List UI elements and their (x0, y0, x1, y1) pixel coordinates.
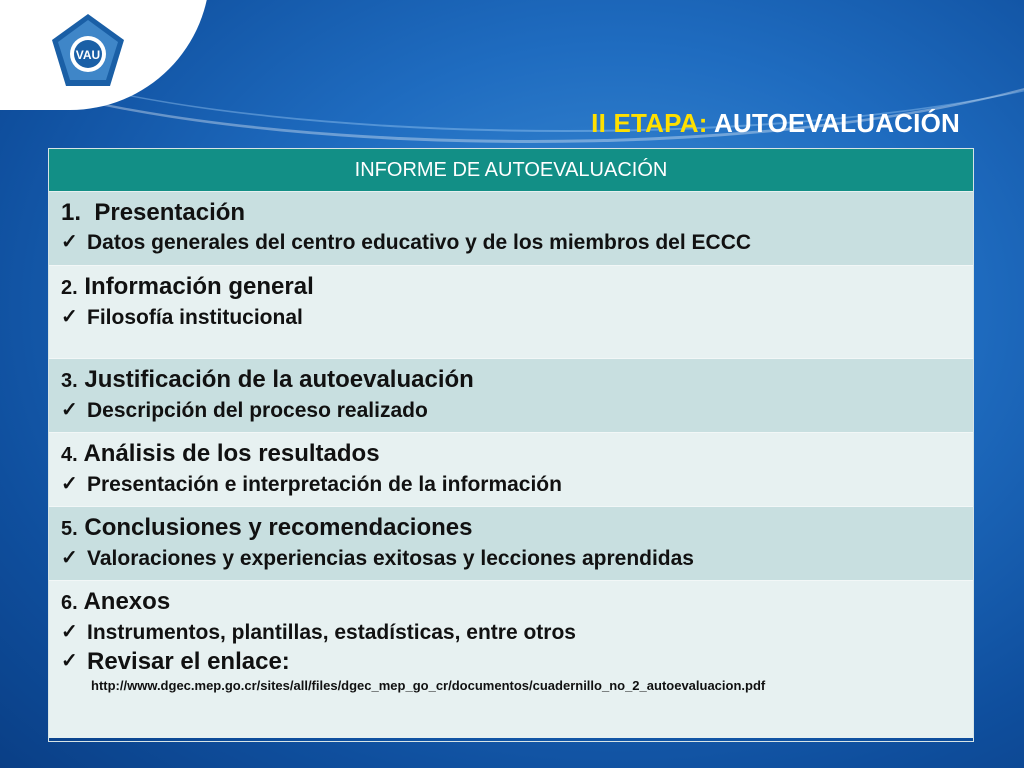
section-number: 1. (61, 199, 82, 226)
section-title (61, 587, 961, 618)
section-row-1 (49, 192, 973, 266)
section-bullet (61, 228, 961, 257)
section-row-2 (49, 266, 973, 359)
report-panel (48, 148, 974, 742)
bullet-text: Instrumentos, plantillas, estadísticas, entre otros (87, 621, 576, 644)
section-title (61, 513, 961, 544)
check-icon: ✓ (61, 650, 78, 672)
svg-text:VAU: VAU (75, 48, 101, 62)
section-bullet (61, 470, 961, 499)
bullet-text: Presentación e interpretación de la información (87, 473, 562, 496)
bullet-text: Datos generales del centro educativo y de los miembros del ECCC (87, 231, 752, 254)
section-title-text: Presentación (94, 199, 246, 226)
section-bullet (61, 303, 961, 332)
check-icon: ✓ (61, 306, 78, 328)
reference-link[interactable]: http://www.dgec.mep.go.cr/sites/all/files/dgec_mep_go_cr/documentos/cuadernillo_no_2_autoevaluacion.pdf (91, 678, 766, 693)
section-title-text: Justificación de la autoevaluación (84, 366, 474, 393)
section-number: 5. (61, 518, 78, 540)
section-number: 4. (61, 444, 78, 466)
section-row-5 (49, 507, 973, 581)
section-row-4 (49, 433, 973, 507)
section-title-text: Anexos (83, 588, 171, 615)
panel-heading: INFORME DE AUTOEVALUACIÓN (49, 149, 973, 192)
check-icon: ✓ (61, 473, 78, 495)
check-icon: ✓ (61, 547, 78, 569)
section-title (61, 365, 961, 396)
check-icon: ✓ (61, 621, 78, 643)
check-icon: ✓ (61, 399, 78, 421)
section-title (61, 198, 961, 228)
section-title (61, 439, 961, 470)
section-bullet (61, 544, 961, 573)
section-title-text: Información general (84, 273, 314, 300)
section-bullet (61, 396, 961, 425)
section-title (61, 272, 961, 303)
section-number: 6. (61, 592, 78, 614)
vau-logo-icon (48, 12, 128, 92)
stage-title (591, 108, 960, 139)
stage-name: AUTOEVALUACIÓN (714, 108, 960, 138)
section-number: 2. (61, 277, 78, 299)
stage-prefix: II ETAPA: (591, 108, 708, 138)
bullet-text: Revisar el enlace: (87, 648, 290, 675)
bullet-text: Valoraciones y experiencias exitosas y lecciones aprendidas (87, 547, 694, 570)
section-number: 3. (61, 370, 78, 392)
section-bullet (61, 618, 961, 647)
section-title-text: Conclusiones y recomendaciones (84, 514, 473, 541)
section-row-6 (49, 581, 973, 738)
check-icon: ✓ (61, 231, 78, 253)
section-row-3 (49, 359, 973, 433)
section-title-text: Análisis de los resultados (83, 440, 380, 467)
bullet-text: Filosofía institucional (87, 306, 303, 329)
section-bullet (61, 647, 961, 676)
bullet-text: Descripción del proceso realizado (87, 399, 428, 422)
